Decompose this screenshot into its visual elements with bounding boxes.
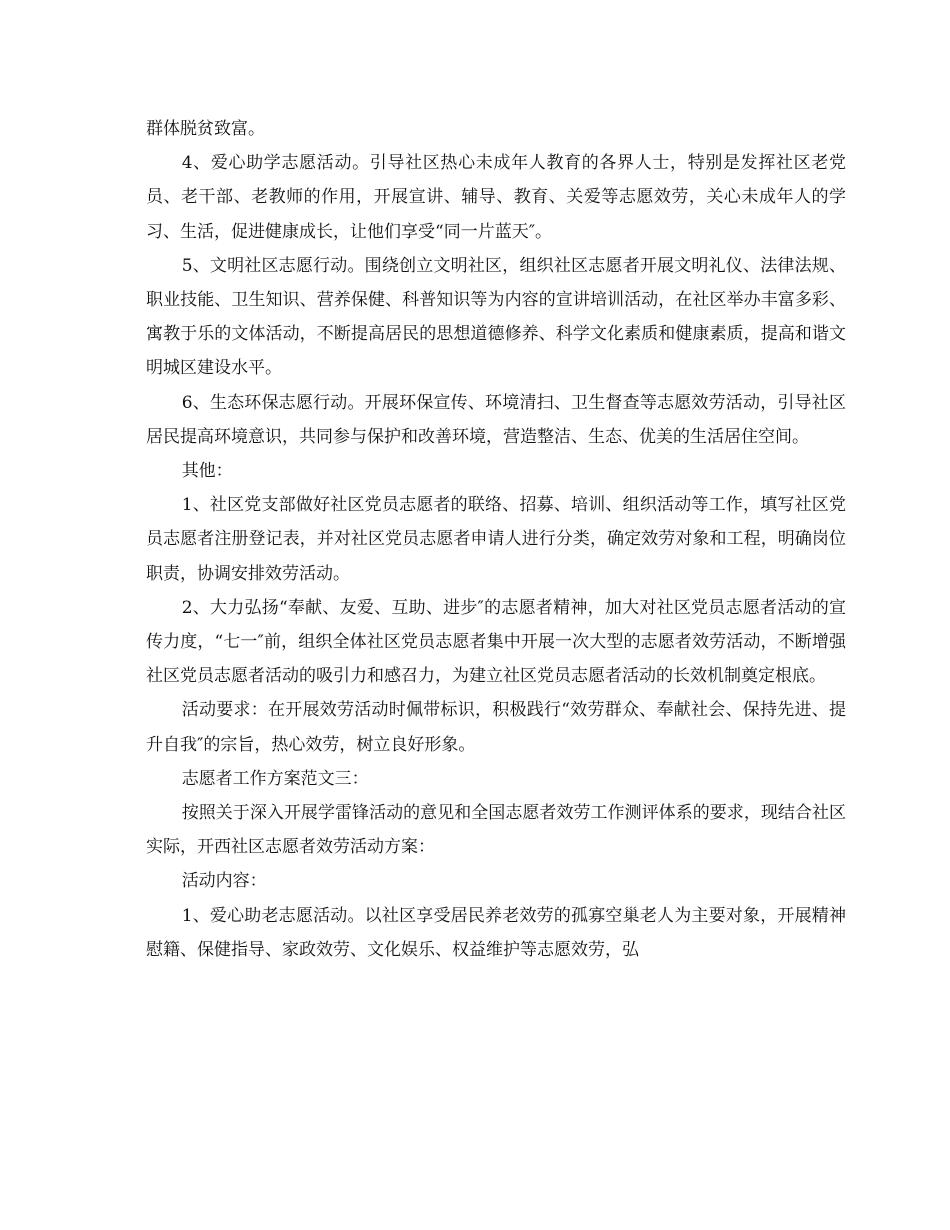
- paragraph-intro: 按照关于深入开展学雷锋活动的意见和全国志愿者效劳工作测评体系的要求，现结合社区实际，开西社区志愿者效劳活动方案：: [146, 803, 846, 858]
- paragraph-other-item-2: 2、大力弘扬“奉献、友爱、互助、进步″的志愿者精神，加大对社区党员志愿者活动的宣传力度，“七一″前，组织全体社区党员志愿者集中开展一次大型的志愿者效劳活动，不断增强社区党员志愿者活动的吸引力和感召力，为建立社区党员志愿者活动的长效机制奠定根底。: [146, 597, 846, 687]
- section-heading-activity-content: 活动内容：: [181, 871, 267, 892]
- paragraph-item-4-study-aid: 4、爱心助学志愿活动。引导社区热心未成年人教育的各界人士，特别是发挥社区老党员、老干部、老教师的作用，开展宣讲、辅导、教育、关爱等志愿效劳，关心未成年人的学习、生活，促进健康成长，让他们享受“同一片蓝天″。: [146, 153, 846, 242]
- paragraph-activity-requirements: 活动要求：在开展效劳活动时佩带标识，积极践行“效劳群众、奉献社会、保持先进、提升自我″的宗旨，热心效劳，树立良好形象。: [146, 700, 846, 755]
- section-heading-other: 其他：: [181, 461, 233, 482]
- paragraph-other-item-1: 1、社区党支部做好社区党员志愿者的联络、招募、培训、组织活动等工作，填写社区党员志愿者注册登记表，并对社区党员志愿者申请人进行分类，确定效劳对象和工程，明确岗位职责，协调安排效劳活动。: [146, 495, 846, 584]
- section-heading-sample-three: 志愿者工作方案范文三：: [181, 768, 369, 789]
- paragraph-item-6-eco-protection: 6、生态环保志愿行动。开展环保宣传、环境清扫、卫生督查等志愿效劳活动，引导社区居民提高环境意识，共同参与保护和改善环境，营造整洁、生态、优美的生活居住空间。: [146, 392, 846, 447]
- paragraph-item-5-civilized-community: 5、文明社区志愿行动。围绕创立文明社区，组织社区志愿者开展文明礼仪、法律法规、职业技能、卫生知识、营养保健、科普知识等为内容的宣讲培训活动，在社区举办丰富多彩、寓教于乐的文体活动，不断提高居民的思想道德修养、科学文化素质和健康素质，提高和谐文明城区建设水平。: [146, 255, 846, 379]
- paragraph-elderly-aid: 1、爱心助老志愿活动。以社区享受居民养老效劳的孤寡空巢老人为主要对象，开展精神慰籍、保健指导、家政效劳、文化娱乐、权益维护等志愿效劳，弘: [146, 905, 846, 960]
- document-page: [146, 112, 846, 967]
- paragraph-continuation: 群体脱贫致富。: [146, 119, 265, 139]
